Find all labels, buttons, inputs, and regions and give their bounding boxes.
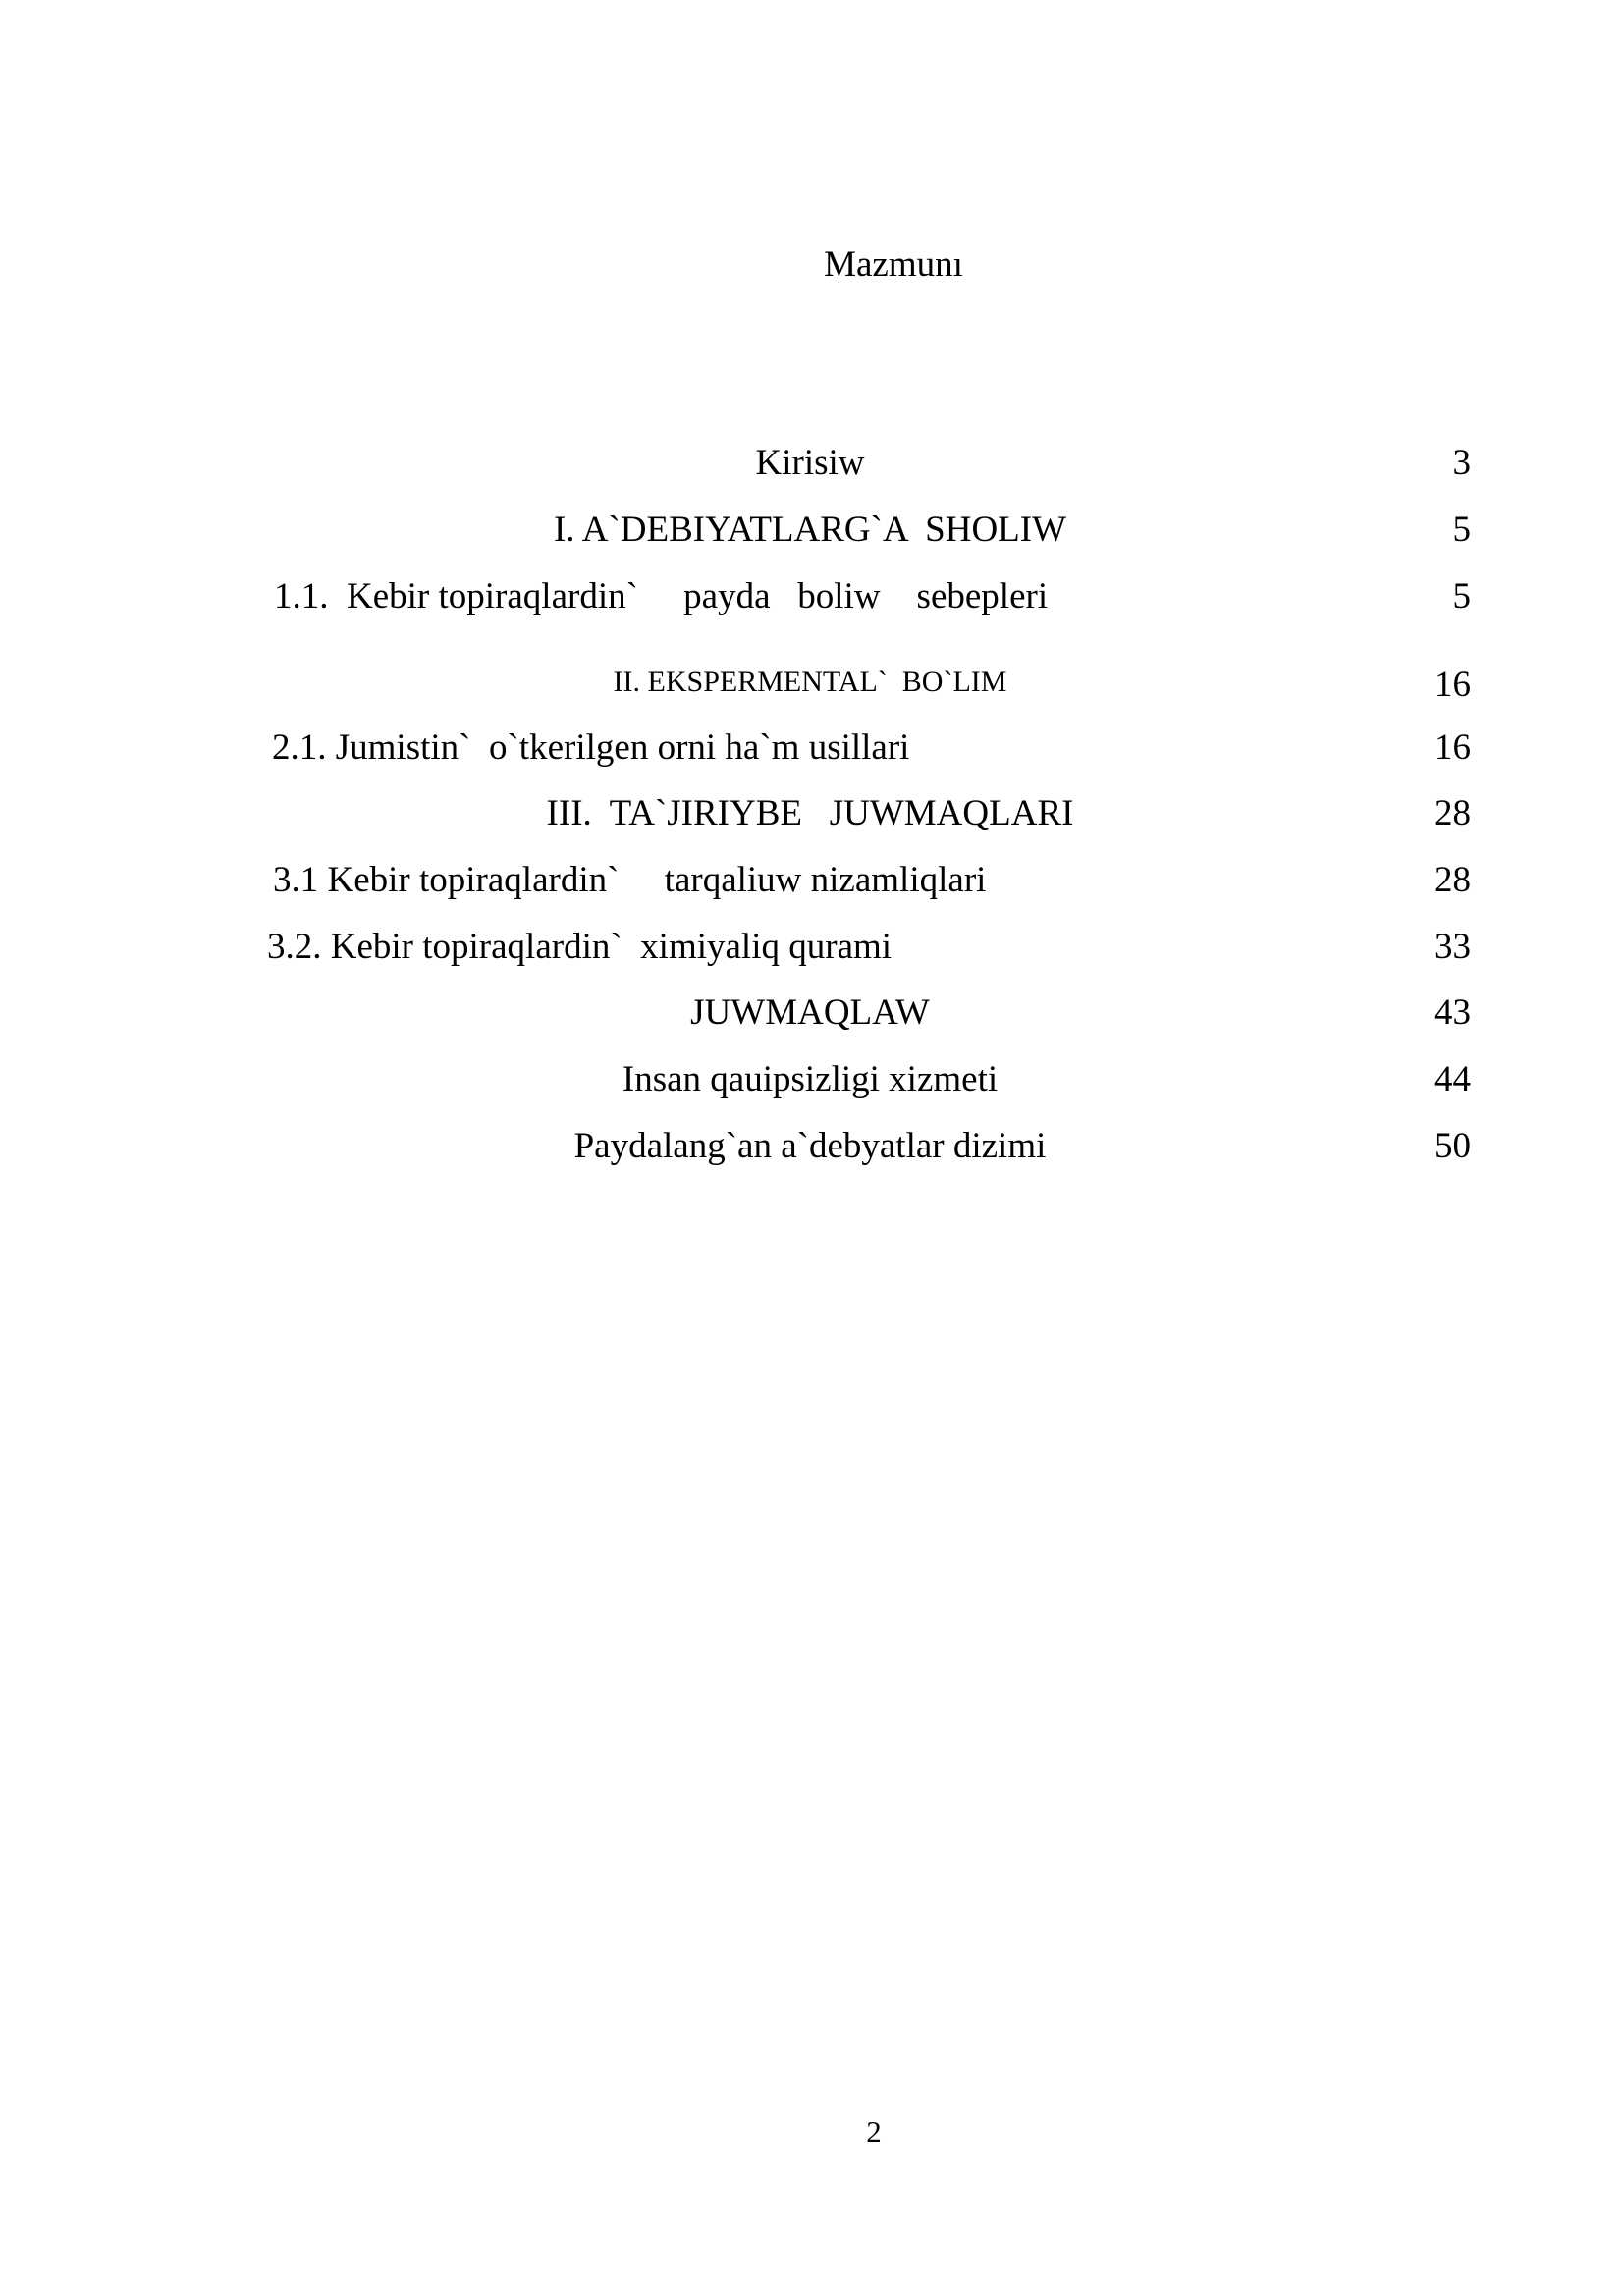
- toc-entry-page: 50: [1434, 1126, 1471, 1166]
- toc-entry-page: 16: [1434, 727, 1471, 768]
- toc-entry-section-1-1[interactable]: [0, 572, 1623, 621]
- toc-entry-page: 16: [1434, 665, 1471, 705]
- toc-entry-title: JUWMAQLAW: [690, 992, 930, 1033]
- toc-entry-title: II. EKSPERMENTAL` BO`LIM: [613, 666, 1007, 698]
- toc-entry-title: Insan qauipsizligi xizmeti: [622, 1059, 999, 1099]
- toc-entry-page: 28: [1434, 793, 1471, 833]
- page-title: Mazmunı: [824, 244, 963, 285]
- toc-entry-section-2-1[interactable]: [0, 723, 1623, 773]
- toc-entry-title: Paydalang`an a`debyatlar dizimi: [573, 1126, 1047, 1166]
- toc-entry-chapter-2[interactable]: [0, 656, 1623, 705]
- toc-entry-chapter-3[interactable]: [0, 789, 1623, 838]
- toc-entry-safety[interactable]: [0, 1055, 1623, 1104]
- toc-entry-introduction[interactable]: [0, 439, 1623, 488]
- toc-entry-page: 5: [1452, 509, 1471, 550]
- toc-entry-page: 43: [1434, 992, 1471, 1033]
- toc-entry-title: 2.1. Jumistin` o`tkerilgen orni ha`m usillari: [272, 727, 910, 768]
- toc-entry-title: 1.1. Kebir topiraqlardin` payda boliw sebepleri: [274, 576, 1049, 616]
- toc-entry-title: III. TA`JIRIYBE JUWMAQLARI: [546, 793, 1074, 833]
- toc-entry-references[interactable]: [0, 1122, 1623, 1171]
- toc-entry-page: 3: [1452, 443, 1471, 483]
- toc-entry-page: 44: [1434, 1059, 1471, 1099]
- toc-entry-section-3-1[interactable]: [0, 856, 1623, 905]
- toc-entry-title: 3.2. Kebir topiraqlardin` ximiyaliq qurami: [267, 927, 893, 967]
- toc-entry-section-3-2[interactable]: [0, 923, 1623, 972]
- page-number: 2: [866, 2114, 882, 2149]
- toc-entry-title: Kirisiw: [755, 443, 865, 483]
- toc-entry-title: 3.1 Kebir topiraqlardin` tarqaliuw nizamliqlari: [273, 860, 987, 900]
- toc-entry-conclusion[interactable]: [0, 988, 1623, 1038]
- toc-entry-chapter-1[interactable]: [0, 506, 1623, 555]
- toc-entry-page: 33: [1434, 927, 1471, 967]
- toc-entry-page: 5: [1452, 576, 1471, 616]
- toc-entry-page: 28: [1434, 860, 1471, 900]
- toc-entry-title: I. A`DEBIYATLARG`A SHOLIW: [553, 509, 1067, 550]
